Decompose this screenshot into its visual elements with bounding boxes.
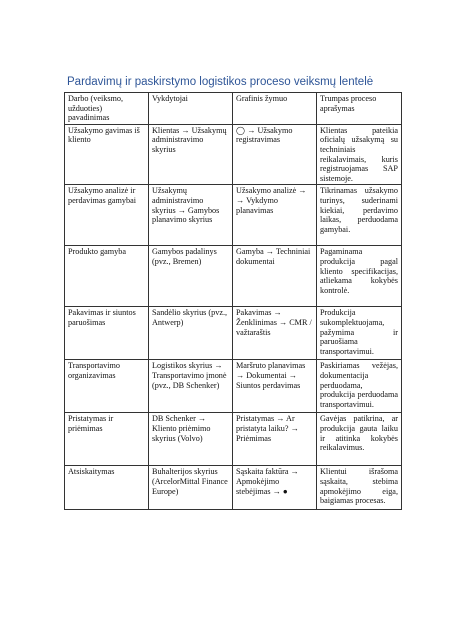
table-header-row xyxy=(65,93,402,125)
description-cell: Gavėjas patikrina, ar produkcija gauta laiku ir atitinka kokybės reikalavimus. xyxy=(317,413,402,466)
actors-cell: Sandėlio skyrius (pvz., Antwerp) xyxy=(149,307,233,360)
step-cell: Transportavimo organizavimas xyxy=(65,360,149,413)
table-row xyxy=(65,307,402,360)
symbol-cell: Užsakymo analizė → → Vykdymo planavimas xyxy=(233,185,317,246)
description-cell: Klientas pateikia oficialų užsakymą su techniniais reikalavimais, kuris registruojamas SAP sistemoje. xyxy=(317,124,402,185)
table-row xyxy=(65,413,402,466)
symbol-cell: Gamyba → Techniniai dokumentai xyxy=(233,246,317,307)
document-title: Pardavimų ir paskirstymo logistikos proceso veiksmų lentelė xyxy=(67,76,374,88)
header-symbol: Grafinis žymuo xyxy=(233,93,317,125)
actors-cell: DB Schenker → Kliento priėmimo skyrius (Volvo) xyxy=(149,413,233,466)
description-cell: Paskiriamas vežėjas, dokumentacija perduodama, produkcija perduodama transportavimui. xyxy=(317,360,402,413)
step-cell: Užsakymo gavimas iš kliento xyxy=(65,124,149,185)
description-cell: Tikrinamas užsakymo turinys, suderinami kiekiai, perdavimo laikas, perduodama gamybai. xyxy=(317,185,402,246)
process-table xyxy=(64,92,402,510)
table-row xyxy=(65,246,402,307)
actors-cell: Užsakymų administravimo skyrius → Gamybos planavimo skyrius xyxy=(149,185,233,246)
step-cell: Pakavimas ir siuntos paruošimas xyxy=(65,307,149,360)
actors-cell: Buhalterijos skyrius (ArcelorMittal Finance Europe) xyxy=(149,466,233,510)
description-cell: Klientui išrašoma sąskaita, stebima apmokėjimo eiga, baigiamas procesas. xyxy=(317,466,402,510)
symbol-cell: Maršruto planavimas → Dokumentai → Siuntos perdavimas xyxy=(233,360,317,413)
step-cell: Užsakymo analizė ir perdavimas gamybai xyxy=(65,185,149,246)
header-actors: Vykdytojai xyxy=(149,93,233,125)
description-cell: Produkcija sukomplektuojama, pažymima ir paruošiama transportavimui. xyxy=(317,307,402,360)
header-step: Darbo (veiksmo, užduoties) pavadinimas xyxy=(65,93,149,125)
symbol-cell: Pakavimas → Ženklinimas → CMR / važtaraštis xyxy=(233,307,317,360)
actors-cell: Klientas → Užsakymų administravimo skyrius xyxy=(149,124,233,185)
description-cell: Pagaminama produkcija pagal klientо specifikacijas, atliekama kokybės kontrolė. xyxy=(317,246,402,307)
step-cell: Pristatymas ir priėmimas xyxy=(65,413,149,466)
table-row xyxy=(65,466,402,510)
symbol-cell: ◯ → Užsakymo registravimas xyxy=(233,124,317,185)
symbol-cell: Sąskaita faktūra → Apmokėjimo stebėjimas → ● xyxy=(233,466,317,510)
symbol-cell: Pristatymas → Ar pristatyta laiku? → Priėmimas xyxy=(233,413,317,466)
step-cell: Produkto gamyba xyxy=(65,246,149,307)
table-row xyxy=(65,185,402,246)
table-row xyxy=(65,124,402,185)
header-description: Trumpas proceso aprašymas xyxy=(317,93,402,125)
table-row xyxy=(65,360,402,413)
actors-cell: Logistikos skyrius → Transportavimo įmonė (pvz., DB Schenker) xyxy=(149,360,233,413)
step-cell: Atsiskaitymas xyxy=(65,466,149,510)
actors-cell: Gamybos padalinys (pvz., Bremen) xyxy=(149,246,233,307)
